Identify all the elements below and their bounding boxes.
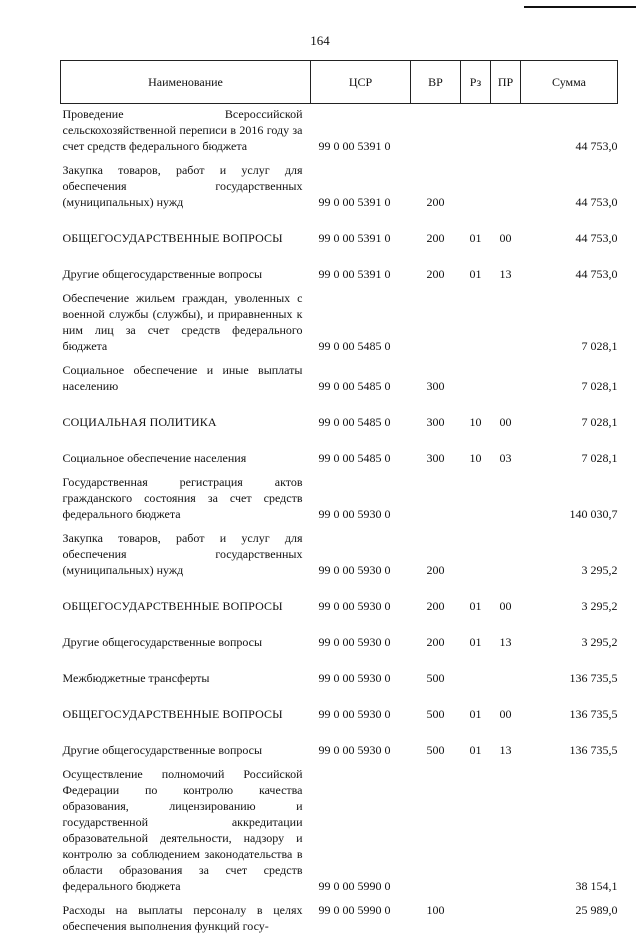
row-name: Другие общегосударственные вопросы <box>61 739 311 763</box>
row-rz: 10 <box>461 411 491 447</box>
row-vr: 500 <box>411 739 461 763</box>
row-csr: 99 0 00 5930 0 <box>311 667 411 703</box>
row-csr: 99 0 00 5990 0 <box>311 899 411 939</box>
row-pr: 00 <box>491 411 521 447</box>
row-sum: 44 753,0 <box>521 104 618 160</box>
page-number: 164 <box>0 33 640 49</box>
row-rz: 01 <box>461 631 491 667</box>
row-sum: 44 753,0 <box>521 159 618 227</box>
header-pr: ПР <box>491 61 521 104</box>
table-header <box>61 61 618 104</box>
row-csr: 99 0 00 5391 0 <box>311 104 411 160</box>
row-sum: 136 735,5 <box>521 703 618 739</box>
row-sum: 44 753,0 <box>521 227 618 263</box>
row-pr: 00 <box>491 227 521 263</box>
corner-rule <box>524 6 636 8</box>
row-pr: 13 <box>491 739 521 763</box>
row-pr <box>491 104 521 160</box>
row-rz: 01 <box>461 227 491 263</box>
row-pr <box>491 527 521 595</box>
row-sum: 38 154,1 <box>521 763 618 899</box>
row-vr: 300 <box>411 359 461 411</box>
row-pr <box>491 667 521 703</box>
row-pr: 13 <box>491 631 521 667</box>
row-csr: 99 0 00 5930 0 <box>311 703 411 739</box>
table-row <box>61 263 618 287</box>
row-name: Межбюджетные трансферты <box>61 667 311 703</box>
row-rz <box>461 667 491 703</box>
row-vr <box>411 471 461 527</box>
row-name: СОЦИАЛЬНАЯ ПОЛИТИКА <box>61 411 311 447</box>
row-name: Другие общегосударственные вопросы <box>61 631 311 667</box>
row-vr: 500 <box>411 703 461 739</box>
row-vr: 100 <box>411 899 461 939</box>
row-rz: 01 <box>461 263 491 287</box>
row-vr: 200 <box>411 159 461 227</box>
row-pr: 03 <box>491 447 521 471</box>
row-pr: 00 <box>491 595 521 631</box>
table-row <box>61 595 618 631</box>
row-sum: 140 030,7 <box>521 471 618 527</box>
row-name: Государственная регистрация актов гражданского состояния за счет средств федерального бюджета <box>61 471 311 527</box>
row-name: ОБЩЕГОСУДАРСТВЕННЫЕ ВОПРОСЫ <box>61 595 311 631</box>
row-rz <box>461 527 491 595</box>
row-csr: 99 0 00 5930 0 <box>311 631 411 667</box>
header-vr: ВР <box>411 61 461 104</box>
row-vr <box>411 104 461 160</box>
row-pr <box>491 359 521 411</box>
row-pr <box>491 471 521 527</box>
row-name: Социальное обеспечение и иные выплаты населению <box>61 359 311 411</box>
row-csr: 99 0 00 5990 0 <box>311 763 411 899</box>
row-rz: 01 <box>461 595 491 631</box>
row-pr <box>491 899 521 939</box>
table-body <box>61 104 618 939</box>
table-row <box>61 159 618 227</box>
row-vr <box>411 287 461 359</box>
row-pr <box>491 763 521 899</box>
row-vr: 200 <box>411 227 461 263</box>
row-csr: 99 0 00 5930 0 <box>311 739 411 763</box>
row-name: Проведение Всероссийской сельскохозяйственной переписи в 2016 году за счет средств федерального бюджета <box>61 104 311 160</box>
row-rz <box>461 159 491 227</box>
row-csr: 99 0 00 5485 0 <box>311 447 411 471</box>
row-vr: 200 <box>411 527 461 595</box>
table-row <box>61 411 618 447</box>
row-name: ОБЩЕГОСУДАРСТВЕННЫЕ ВОПРОСЫ <box>61 703 311 739</box>
row-vr <box>411 763 461 899</box>
table-row <box>61 763 618 899</box>
row-sum: 7 028,1 <box>521 359 618 411</box>
budget-table <box>60 60 617 939</box>
table-row <box>61 631 618 667</box>
row-sum: 3 295,2 <box>521 631 618 667</box>
row-vr: 200 <box>411 631 461 667</box>
table-row <box>61 227 618 263</box>
row-name: Обеспечение жильем граждан, уволенных с военной службы (службы), и приравненных к ним лиц за счет средств федерального бюджета <box>61 287 311 359</box>
row-sum: 136 735,5 <box>521 739 618 763</box>
table-row <box>61 447 618 471</box>
row-csr: 99 0 00 5930 0 <box>311 471 411 527</box>
table-row <box>61 359 618 411</box>
row-csr: 99 0 00 5485 0 <box>311 411 411 447</box>
row-rz: 01 <box>461 739 491 763</box>
row-vr: 500 <box>411 667 461 703</box>
row-name: Осуществление полномочий Российской Федерации по контролю качества образования, лицензированию и государственной аккредитации образовательной деятельности, надзору и контролю за соблюдением законодательства в области образования за счет средств федерального бюджета <box>61 763 311 899</box>
row-rz: 10 <box>461 447 491 471</box>
row-csr: 99 0 00 5930 0 <box>311 527 411 595</box>
row-csr: 99 0 00 5485 0 <box>311 287 411 359</box>
row-vr: 300 <box>411 411 461 447</box>
row-name: Закупка товаров, работ и услуг для обеспечения государственных (муниципальных) нужд <box>61 159 311 227</box>
table-row <box>61 739 618 763</box>
table-row <box>61 899 618 939</box>
row-name: ОБЩЕГОСУДАРСТВЕННЫЕ ВОПРОСЫ <box>61 227 311 263</box>
row-rz: 01 <box>461 703 491 739</box>
row-sum: 7 028,1 <box>521 411 618 447</box>
header-sum: Сумма <box>521 61 618 104</box>
row-rz <box>461 899 491 939</box>
row-pr <box>491 287 521 359</box>
row-sum: 3 295,2 <box>521 527 618 595</box>
row-vr: 200 <box>411 595 461 631</box>
header-name: Наименование <box>61 61 311 104</box>
row-pr: 13 <box>491 263 521 287</box>
row-rz <box>461 287 491 359</box>
row-pr <box>491 159 521 227</box>
table-row <box>61 703 618 739</box>
row-pr: 00 <box>491 703 521 739</box>
table-row <box>61 104 618 160</box>
row-sum: 25 989,0 <box>521 899 618 939</box>
row-rz <box>461 763 491 899</box>
header-rz: Рз <box>461 61 491 104</box>
row-rz <box>461 471 491 527</box>
header-csr: ЦСР <box>311 61 411 104</box>
row-sum: 136 735,5 <box>521 667 618 703</box>
row-rz <box>461 359 491 411</box>
row-sum: 3 295,2 <box>521 595 618 631</box>
row-name: Социальное обеспечение населения <box>61 447 311 471</box>
row-vr: 300 <box>411 447 461 471</box>
row-csr: 99 0 00 5391 0 <box>311 159 411 227</box>
row-rz <box>461 104 491 160</box>
row-name: Другие общегосударственные вопросы <box>61 263 311 287</box>
row-csr: 99 0 00 5391 0 <box>311 227 411 263</box>
row-csr: 99 0 00 5485 0 <box>311 359 411 411</box>
table-row <box>61 287 618 359</box>
table-row <box>61 471 618 527</box>
row-sum: 44 753,0 <box>521 263 618 287</box>
row-sum: 7 028,1 <box>521 287 618 359</box>
row-name: Расходы на выплаты персоналу в целях обеспечения выполнения функций госу- <box>61 899 311 939</box>
row-csr: 99 0 00 5391 0 <box>311 263 411 287</box>
row-vr: 200 <box>411 263 461 287</box>
table-row <box>61 527 618 595</box>
row-name: Закупка товаров, работ и услуг для обеспечения государственных (муниципальных) нужд <box>61 527 311 595</box>
row-sum: 7 028,1 <box>521 447 618 471</box>
row-csr: 99 0 00 5930 0 <box>311 595 411 631</box>
table-row <box>61 667 618 703</box>
